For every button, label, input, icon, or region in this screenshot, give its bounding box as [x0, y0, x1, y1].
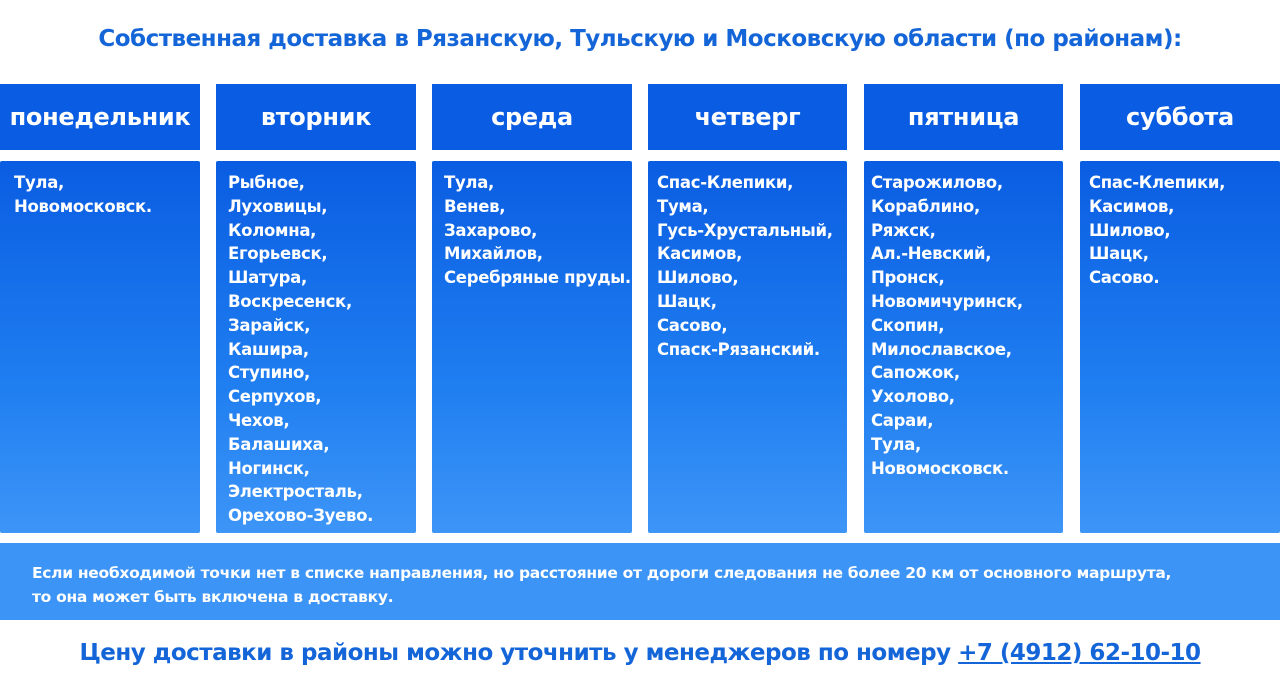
city-item: Воскресенск,: [228, 291, 352, 311]
city-item: Шилово,: [1089, 220, 1171, 240]
city-item: Захарово,: [444, 220, 538, 240]
city-item: Сараи,: [871, 410, 934, 430]
city-item: Новомосковск.: [14, 196, 152, 216]
city-item: Старожилово,: [871, 173, 1003, 192]
city-item: Венев,: [444, 196, 506, 216]
city-item: Спас-Клепики,: [1089, 173, 1226, 192]
city-item: Тула,: [444, 173, 494, 192]
city-item: Коломна,: [228, 220, 317, 240]
city-item: Ухолово,: [871, 387, 955, 407]
delivery-note: [0, 543, 1280, 620]
day-cities-monday: [0, 161, 200, 533]
city-item: Ал.-Невский,: [871, 244, 992, 264]
city-item: Чехов,: [228, 410, 290, 430]
day-cities-wednesday: [432, 161, 632, 533]
city-item: Спаск-Рязанский.: [657, 339, 820, 359]
day-cities-saturday: [1080, 161, 1280, 533]
city-item: Луховицы,: [228, 196, 328, 216]
city-item: Сасово,: [657, 315, 728, 335]
city-item: Шилово,: [657, 268, 739, 288]
city-item: Егорьевск,: [228, 244, 328, 264]
city-item: Тула,: [14, 173, 64, 192]
day-cities-tuesday: [216, 161, 416, 533]
city-item: Скопин,: [871, 315, 945, 335]
delivery-note-line2: то она может быть включена в доставку.: [32, 588, 394, 606]
phone-link[interactable]: +7 (4912) 62-10-10: [958, 640, 1201, 666]
city-item: Орехово-Зуево.: [228, 506, 374, 526]
city-item: Пронск,: [871, 268, 945, 288]
city-item: Рыбное,: [228, 173, 305, 192]
city-item: Шатура,: [228, 268, 307, 288]
city-item: Милославское,: [871, 339, 1012, 359]
day-header-saturday: суббота: [1080, 84, 1280, 150]
city-item: Шацк,: [1089, 244, 1149, 264]
city-item: Ступино,: [228, 363, 310, 383]
city-item: Электросталь,: [228, 482, 363, 502]
day-header-friday: пятница: [864, 84, 1063, 150]
city-item: Зарайск,: [228, 315, 311, 335]
city-item: Кашира,: [228, 339, 309, 359]
day-cities-friday: [864, 161, 1063, 533]
city-item: Касимов,: [1089, 196, 1175, 216]
day-header-thursday: четверг: [648, 84, 847, 150]
day-header-tuesday: вторник: [216, 84, 416, 150]
page-title: Собственная доставка в Рязанскую, Тульскую и Московскую области (по районам):: [98, 26, 1182, 52]
city-item: Серебряные пруды.: [444, 268, 631, 288]
city-item: Кораблино,: [871, 196, 980, 216]
city-item: Ряжск,: [871, 220, 936, 240]
day-header-wednesday: среда: [432, 84, 632, 150]
footer-contact: [0, 640, 1280, 666]
city-item: Шацк,: [657, 291, 717, 311]
city-item: Тума,: [657, 196, 709, 216]
city-item: Сасово.: [1089, 268, 1160, 288]
city-item: Касимов,: [657, 244, 743, 264]
city-item: Гусь-Хрустальный,: [657, 220, 833, 240]
city-item: Ногинск,: [228, 458, 310, 478]
footer-text: Цену доставки в районы можно уточнить у менеджеров по номеру: [79, 640, 959, 666]
city-item: Балашиха,: [228, 434, 330, 454]
city-item: Новомичуринск,: [871, 291, 1023, 311]
city-item: Сапожок,: [871, 363, 960, 383]
day-cities-thursday: [648, 161, 847, 533]
city-item: Михайлов,: [444, 244, 543, 264]
city-item: Тула,: [871, 434, 921, 454]
city-item: Спас-Клепики,: [657, 173, 794, 192]
delivery-note-line1: Если необходимой точки нет в списке направления, но расстояние от дороги следования не более 20 км от основного маршрута,: [32, 564, 1172, 582]
city-item: Серпухов,: [228, 387, 322, 407]
city-item: Новомосковск.: [871, 458, 1009, 478]
day-header-monday: понедельник: [0, 84, 200, 150]
